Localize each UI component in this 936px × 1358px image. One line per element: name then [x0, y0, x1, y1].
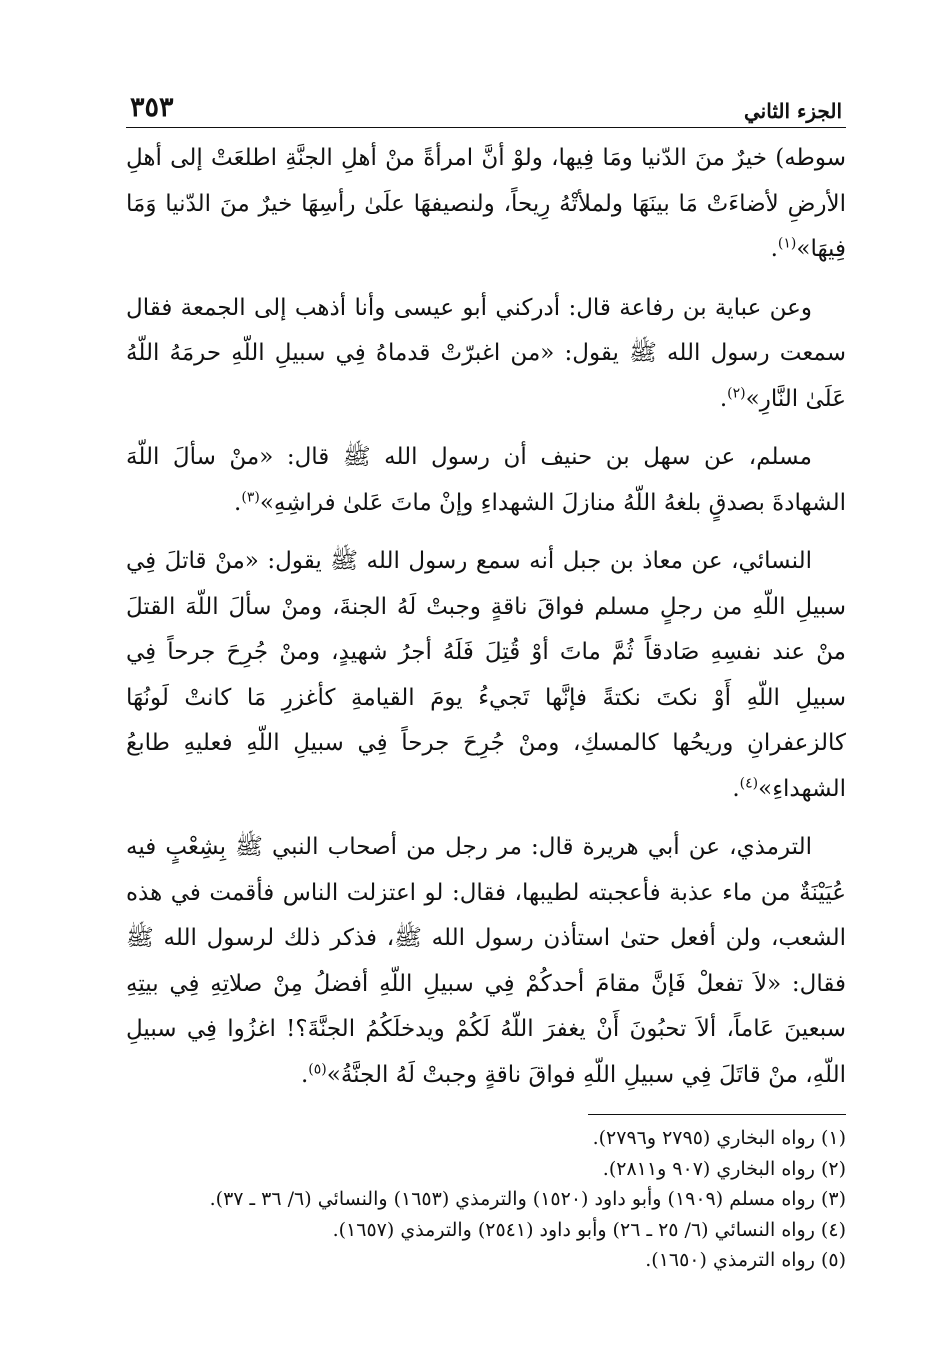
footnotes	[126, 1123, 846, 1276]
paragraph-end: .	[234, 489, 242, 516]
footnote-ref: (٤)	[739, 774, 759, 791]
footnote-ref: (٢)	[727, 384, 746, 401]
paragraph-text: وعن عباية بن رفاعة قال: أدركني أبو عيسى وأنا أذهب إلى الجمعة فقال سمعت رسول الله ﷺ يقول: «من اغبرّتْ قدماهُ فِي سبيلِ اللّهِ حرمَهُ اللّهُ عَلَىٰ النَّارِ»	[126, 294, 846, 412]
paragraph	[126, 825, 846, 1098]
paragraph	[126, 539, 846, 812]
paragraph	[126, 286, 846, 423]
paragraph-text: سوطه) خيرٌ منَ الدّنيا ومَا فِيها، ولوْ أنَّ امرأةً منْ أهلِ الجنَّةِ اطلعَتْ إلى أهلِ الأرضِ لأضاءَتْ مَا بينَهَا ولملأتْهُ رِيحاً، ولنصيفهَا علَىٰ رأسِهَا خيرٌ منَ الدّنيا وَمَا فِيهَا»	[126, 145, 846, 262]
paragraph-end: .	[770, 236, 778, 262]
footnote-ref: (١)	[777, 235, 797, 252]
paragraph-text: النسائي، عن معاذ بن جبل أنه سمع رسول الله ﷺ يقول: «منْ قاتلَ فِي سبيلِ اللّهِ من رجلٍ مسلم فواقَ ناقةٍ وجبتْ لَهُ الجنةَ، ومنْ سألَ اللّهَ القتلَ منْ عند نفسِهِ صَادقاً ثُمَّ ماتَ أوْ قُتِلَ فَلَهُ أجرُ شهيدٍ، ومنْ جُرِحَ جرحاً فِي سبيلِ اللّهِ أَوْ نكتَ نكتةً فإنَّها تَجيءُ يومَ القيامةِ كأغزرِ مَا كانتْ لَونُهَا كالزعفرانِ وريحُها كالمسكِ، ومنْ جُرِحَ جرحاً فِي سبيلِ اللّهِ فعليهِ طابعُ الشهداءِ»	[126, 548, 846, 802]
paragraph-end: .	[300, 1061, 309, 1088]
footnote: (٥) رواه الترمذي (١٦٥٠).	[645, 1249, 846, 1271]
page-header	[126, 84, 846, 128]
paragraph-end: .	[719, 385, 728, 412]
page-body	[126, 136, 846, 1098]
paragraph	[126, 136, 846, 273]
running-title: الجزء الثاني	[744, 99, 842, 123]
paragraph-end: .	[732, 775, 740, 802]
page-number: ٣٥٣	[130, 92, 174, 123]
footnote-divider	[588, 1114, 846, 1115]
footnote-ref: (٥)	[308, 1060, 327, 1077]
paragraph-text: مسلم، عن سهل بن حنيف أن رسول الله ﷺ قال: «منْ سألَ اللّهَ الشهادةَ بصدقٍ بلغهُ اللّهُ منازلَ الشهداءِ وإنْ ماتَ عَلىٰ فراشِهِ»	[126, 444, 846, 516]
footnote: (٢) رواه البخاري (٩٠٧ و٢٨١١).	[602, 1157, 846, 1180]
footnote: (١) رواه البخاري (٢٧٩٥ و٢٧٩٦).	[592, 1127, 846, 1149]
paragraph	[126, 435, 846, 526]
book-page	[126, 84, 846, 1276]
footnote: (٣) رواه مسلم (١٩٠٩) وأبو داود (١٥٢٠) والترمذي (١٦٥٣) والنسائي (٦/ ٣٦ ـ ٣٧).	[209, 1188, 846, 1210]
footnote: (٤) رواه النسائي (٦/ ٢٥ ـ ٢٦) وأبو داود (٢٥٤١) والترمذي (١٦٥٧).	[332, 1218, 846, 1241]
paragraph-text: الترمذي، عن أبي هريرة قال: مر رجل من أصحاب النبي ﷺ بِشِعْبٍ فيه عُيَيْنَةٌ من ماء عذبة فأعجبته لطيبها، فقال: لو اعتزلت الناس فأقمت في هذه الشعب، ولن أفعل حتىٰ استأذن رسول الله ﷺ، فذكر ذلك لرسول الله ﷺ فقال: «لاَ تفعلْ فَإنَّ مقامَ أحدكُمْ فِي سبيلِ اللّهِ أفضلُ مِنْ صلاتِهِ فِي بيتِهِ سبعينَ عَاماً، ألاَ تحبُونَ أَنْ يغفرَ اللّهُ لَكُمْ ويدخلَكُمُ الجنَّةَ؟! اغزُوا فِي سبيلِ اللّهِ، منْ قاتَلَ فِي سبيلِ اللّهِ فواقَ ناقةٍ وجبتْ لَهُ الجنَّةُ»	[126, 834, 846, 1088]
footnote-ref: (٣)	[241, 488, 260, 505]
